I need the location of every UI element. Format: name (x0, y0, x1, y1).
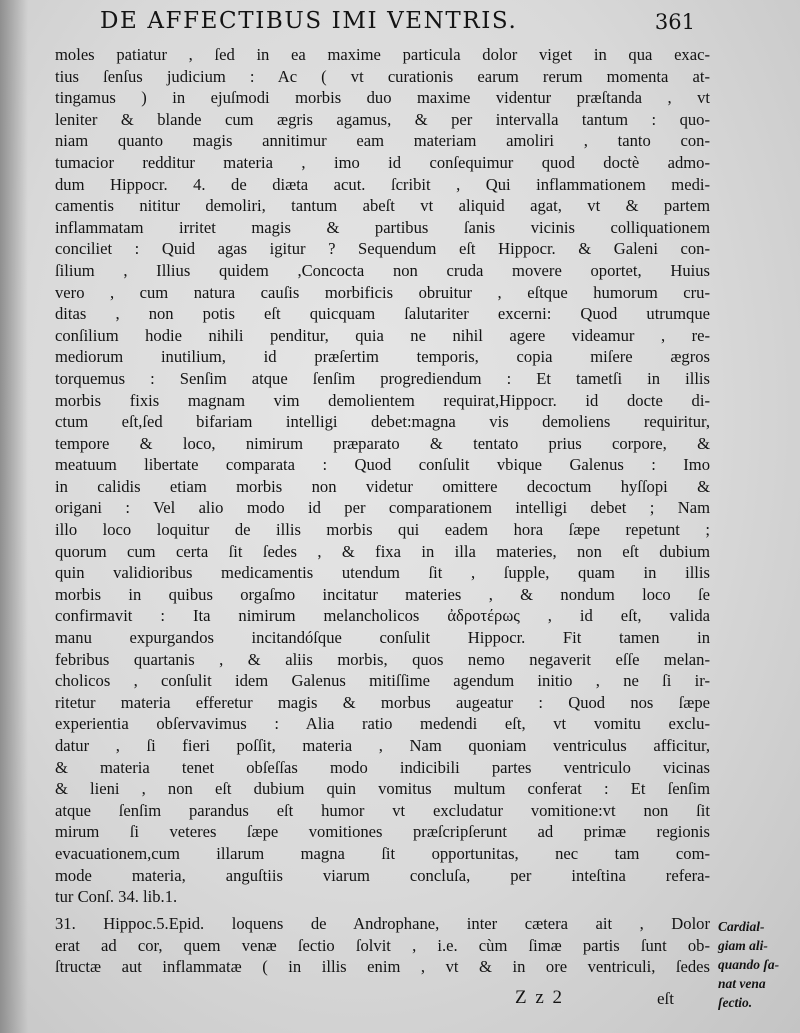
catchword: eſt (657, 989, 674, 1008)
text-line: ctum eſt,ſed bifariam intelligi debet:magna vis demoliens requiritur, (55, 412, 710, 432)
text-line: niam quanto magis annitimur eam materiam amoliri , tanto con- (55, 131, 710, 151)
text-line: & materia tenet obſeſſas modo indicibili partes ventriculo vicinas (55, 757, 710, 777)
text-line: tingamus ) in ejuſmodi morbis duo maxime videntur præſtanda , vt (55, 88, 710, 108)
text-line: moles patiatur , ſed in ea maxime particula dolor viget in qua exac- (55, 45, 710, 64)
text-line: confirmavit : Ita nimirum melancholicos ἀδρoτέρως , id eſt, valida (55, 606, 710, 626)
text-line: camentis nititur demoliri, tantum abeſt vt aliquid agat, vt & partem (55, 196, 710, 216)
text-line: illo loco loquitur de illis morbis qui eadem hora ſæpe repetunt ; (55, 520, 710, 540)
text-line: leniter & blande cum ægris agamus, & per intervalla tantum : quo- (55, 109, 710, 129)
page-number: 361 (654, 10, 695, 34)
text-line: ditas , non potis eſt quicquam ſalutariter excerni: Quod utrumque (55, 304, 710, 324)
running-header (100, 4, 695, 44)
gutter-shadow (0, 0, 28, 1033)
text-line: inflammatam irritet magis & partibus ſanis vicinis colliquationem (55, 217, 710, 237)
text-line: 31. Hippoc.5.Epid. loquens de Androphane, inter cætera ait , Dolor (55, 914, 710, 933)
text-line: datur , ſi fieri poſſit, materia , Nam quoniam ventriculus afficitur, (55, 736, 710, 755)
text-line: ritetur materia efferetur magis & morbus augeatur : Quod nos ſæpe (55, 692, 710, 712)
text-line: dum Hippocr. 4. de diæta acut. ſcribit , Qui inflammationem medi- (55, 174, 710, 194)
text-line: meatuum libertate comparata : Quod conſulit vbique Galenus : Imo (55, 455, 710, 475)
main-text (55, 44, 710, 908)
margin-note-line: ſectio. (718, 995, 753, 1010)
text-line: mediorum inutilium, id præſertim temporis, copia miſere ægros (55, 347, 710, 367)
text-line: torquemus : Senſim atque ſenſim progrediendum : Et tametſi in illis (55, 368, 710, 388)
text-line: vero , cum natura cauſis morbificis obruitur , eſtque humorum cru- (55, 282, 710, 302)
running-title: DE AFFECTIBUS IMI VENTRIS. (100, 8, 518, 34)
text-line: cholicos , conſulit idem Galenus mitiſſime agendum initio , ne ſi ir- (55, 671, 710, 691)
text-line: manu expurgandos incitandóſque conſulit Hippocr. Fit tamen in (55, 628, 710, 648)
text-line: conſilium hodie nihili penditur, quia ne nihil agere videamur , re- (55, 325, 710, 345)
text-line: ſilium , Illius quidem ,Concocta non cruda movere oportet, Huius (55, 260, 710, 280)
margin-note-line: nat vena (718, 976, 766, 991)
text-line: tius ſenſus judicium : Ac ( vt curationis earum rerum momenta at- (55, 66, 710, 86)
text-line: mode materia, anguſtiis viarum concluſa, per inteſtina refera- (55, 865, 710, 885)
text-line: erat ad cor, quem venæ ſectio ſolvit , i.e. cùm ſimæ partis ſunt ob- (55, 935, 710, 955)
text-line: in calidis etiam morbis non videtur omittere decoctum hyſſopi & (55, 476, 710, 496)
text-line: morbis in quibus orgaſmo incitatur materies , & nondum loco ſe (55, 584, 710, 604)
margin-note-line: quando ſa- (718, 957, 780, 972)
text-line: mirum ſi veteres ſæpe vomitiones præſcripſerunt ad primæ regionis (55, 822, 710, 842)
text-line: conciliet : Quid agas igitur ? Sequendum eſt Hippocr. & Galeni con- (55, 239, 710, 259)
text-line: tumacior redditur materia , imo id conſequimur quod doctè admo- (55, 152, 710, 172)
text-line: febribus quartanis , & aliis morbis, quos nemo negaverit eſſe melan- (55, 649, 710, 669)
text-line: atque ſenſim parandus eſt humor vt excludatur vomitione:vt non ſit (55, 800, 710, 820)
margin-note-line: giam ali- (718, 938, 768, 953)
text-line: quin validioribus medicamentis utendum ſit , ſupple, quam in illis (55, 563, 710, 583)
margin-note (718, 917, 798, 1012)
section-31 (55, 913, 710, 978)
text-line: tempore & loco, nimirum præparato & tentato prius corpore, & (55, 433, 710, 453)
text-line: & lieni , non eſt dubium quin vomitus multum conferat : Et ſenſim (55, 779, 710, 799)
text-line: evacuationem,cum illarum magna ſit opportunitas, nec tam com- (55, 843, 710, 863)
text-line: quorum cum certa ſit ſedes , & fixa in illa materies, non eſt dubium (55, 541, 710, 561)
text-line: tur Conſ. 34. lib.1. (55, 887, 178, 907)
margin-note-line: Cardial- (718, 919, 765, 934)
text-line: morbis fixis magnam vim demolientem requirat,Hippocr. id docte di- (55, 390, 710, 410)
text-line: experientia obſervavimus : Alia ratio medendi eſt, vt vomitu exclu- (55, 714, 710, 734)
signature-mark: Z z 2 (515, 987, 565, 1008)
text-line: ſtructæ aut inflammatæ ( in illis enim , vt & in ore ventriculi, ſedes (55, 957, 710, 977)
text-line: origani : Vel alio modo id per comparationem intelligi debet ; Nam (55, 498, 710, 518)
